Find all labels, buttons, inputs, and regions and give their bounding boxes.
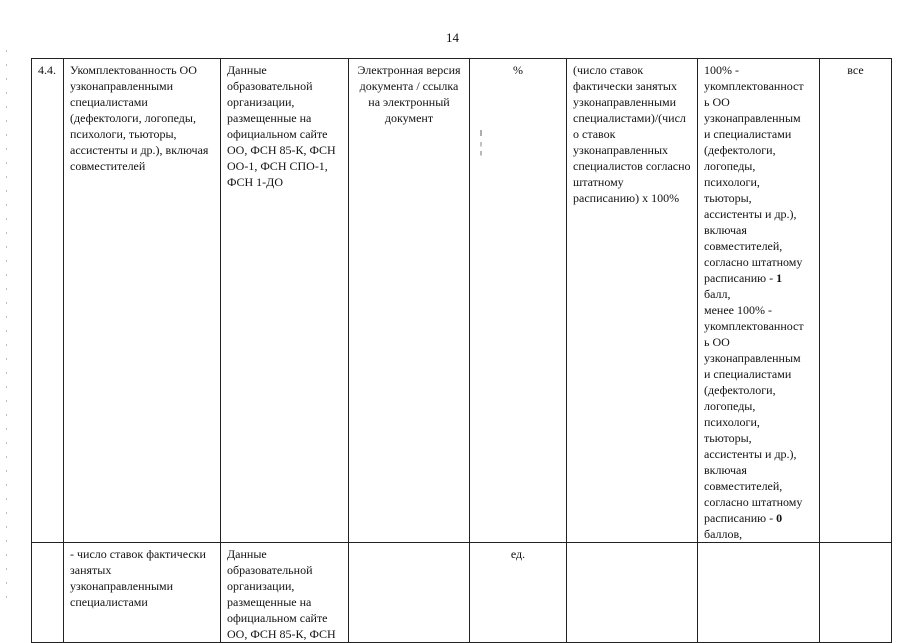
indicator-name: - число ставок фактически занятых узконаправленными специалистами: [64, 543, 221, 643]
unit: ед.: [470, 543, 567, 643]
document-form: Электронная версия документа / ссылка на электронный документ: [349, 59, 470, 543]
scope: все: [820, 59, 892, 543]
scope: [820, 543, 892, 643]
row-number: 4.4.: [32, 59, 64, 543]
row-number: [32, 543, 64, 643]
scan-edge-marks: [6, 50, 7, 610]
indicator-table: [31, 58, 892, 643]
document-form: [349, 543, 470, 643]
data-source: Данные образовательной организации, размещенные на официальном сайте ОО, ФСН 85-К, ФСН ОО-1, ФСН СПО-1, ФСН 1-ДО: [221, 59, 349, 543]
unit: %: [470, 59, 567, 543]
scoring-criteria: [698, 543, 820, 643]
page-number: 14: [446, 30, 459, 45]
scoring-criteria: 100% - укомплектованност ь ОО узконаправленным и специалистами (дефектологи, логопеды, психологи, тьюторы, ассистенты и др.), включая совместителей, согласно штатному расписанию - 1 балл, менее 100% - укомплектованност ь ОО узконаправленным и специалистами (дефектологи, логопеды, психологи, тьюторы, ассистенты и др.), включая совместителей, согласно штатному расписанию - 0 баллов,: [698, 59, 820, 543]
table-row: [32, 543, 892, 643]
formula: (число ставок фактически занятых узконаправленными специалистами)/(число ставок узконаправленных специалистов согласно штатному расписанию) х 100%: [567, 59, 698, 543]
indicator-name: Укомплектованность ОО узконаправленными специалистами (дефектологи, логопеды, психологи, тьюторы, ассистенты и др.), включая совместителей: [64, 59, 221, 543]
scan-artifact: [480, 130, 482, 160]
formula: [567, 543, 698, 643]
table-row: [32, 59, 892, 543]
data-source: Данные образовательной организации, размещенные на официальном сайте ОО, ФСН 85-К, ФСН: [221, 543, 349, 643]
